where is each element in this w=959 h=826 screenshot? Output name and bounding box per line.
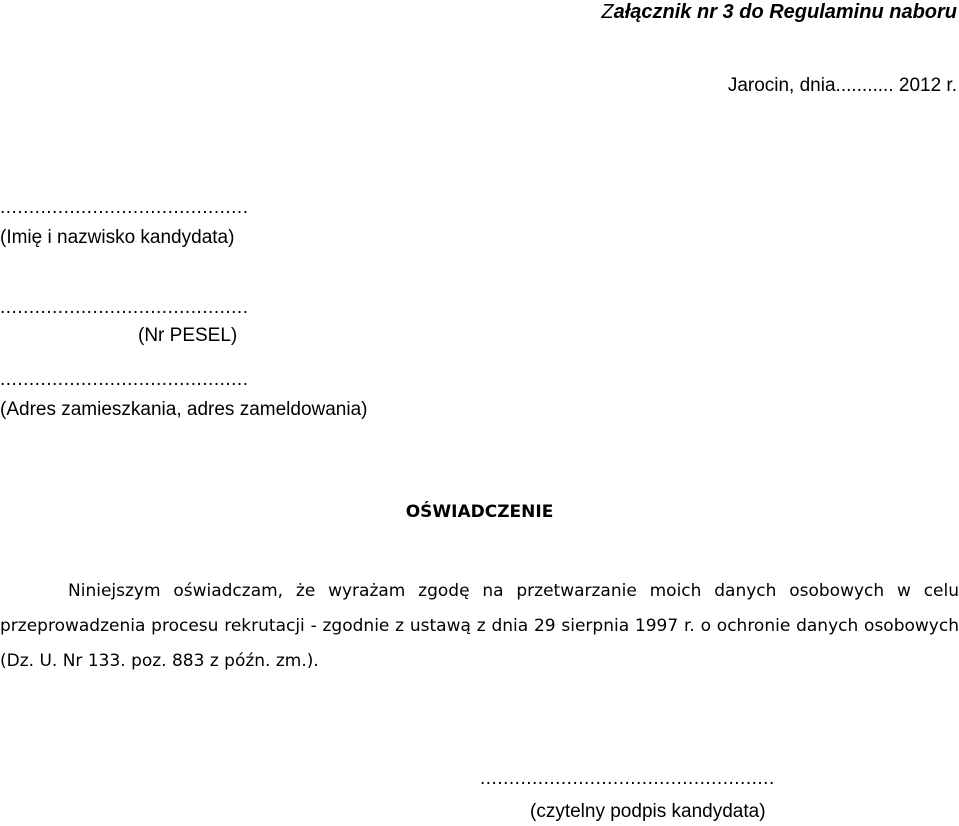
annex-title-first-letter: Z — [601, 1, 614, 23]
name-dotted-line: ........................................... — [0, 197, 249, 218]
pesel-label: (Nr PESEL) — [138, 325, 238, 346]
name-label: (Imię i nazwisko kandydata) — [0, 227, 235, 248]
address-dotted-line: ........................................... — [0, 369, 249, 390]
annex-title — [601, 0, 957, 24]
declaration-title: OŚWIADCZENIE — [405, 502, 554, 522]
signature-label: (czytelny podpis kandydata) — [530, 801, 766, 822]
place-date-line: Jarocin, dnia........... 2012 r. — [727, 75, 957, 96]
declaration-text: Niniejszym oświadczam, że wyrażam zgodę na przetwarzanie moich danych osobowych w celu przeprowadzenia procesu rekrutacji - zgodnie z ustawą z dnia 29 sierpnia 1997 r. o ochronie danych osobowych (Dz. U. Nr 133. poz. 883 z późn. zm.). — [0, 581, 959, 671]
signature-dotted-line: ................................................... — [480, 768, 775, 789]
annex-title-rest: ałącznik nr 3 do Regulaminu naboru — [613, 1, 957, 23]
address-label: (Adres zamieszkania, adres zameldowania) — [0, 399, 368, 420]
pesel-dotted-line: ........................................... — [0, 297, 249, 318]
